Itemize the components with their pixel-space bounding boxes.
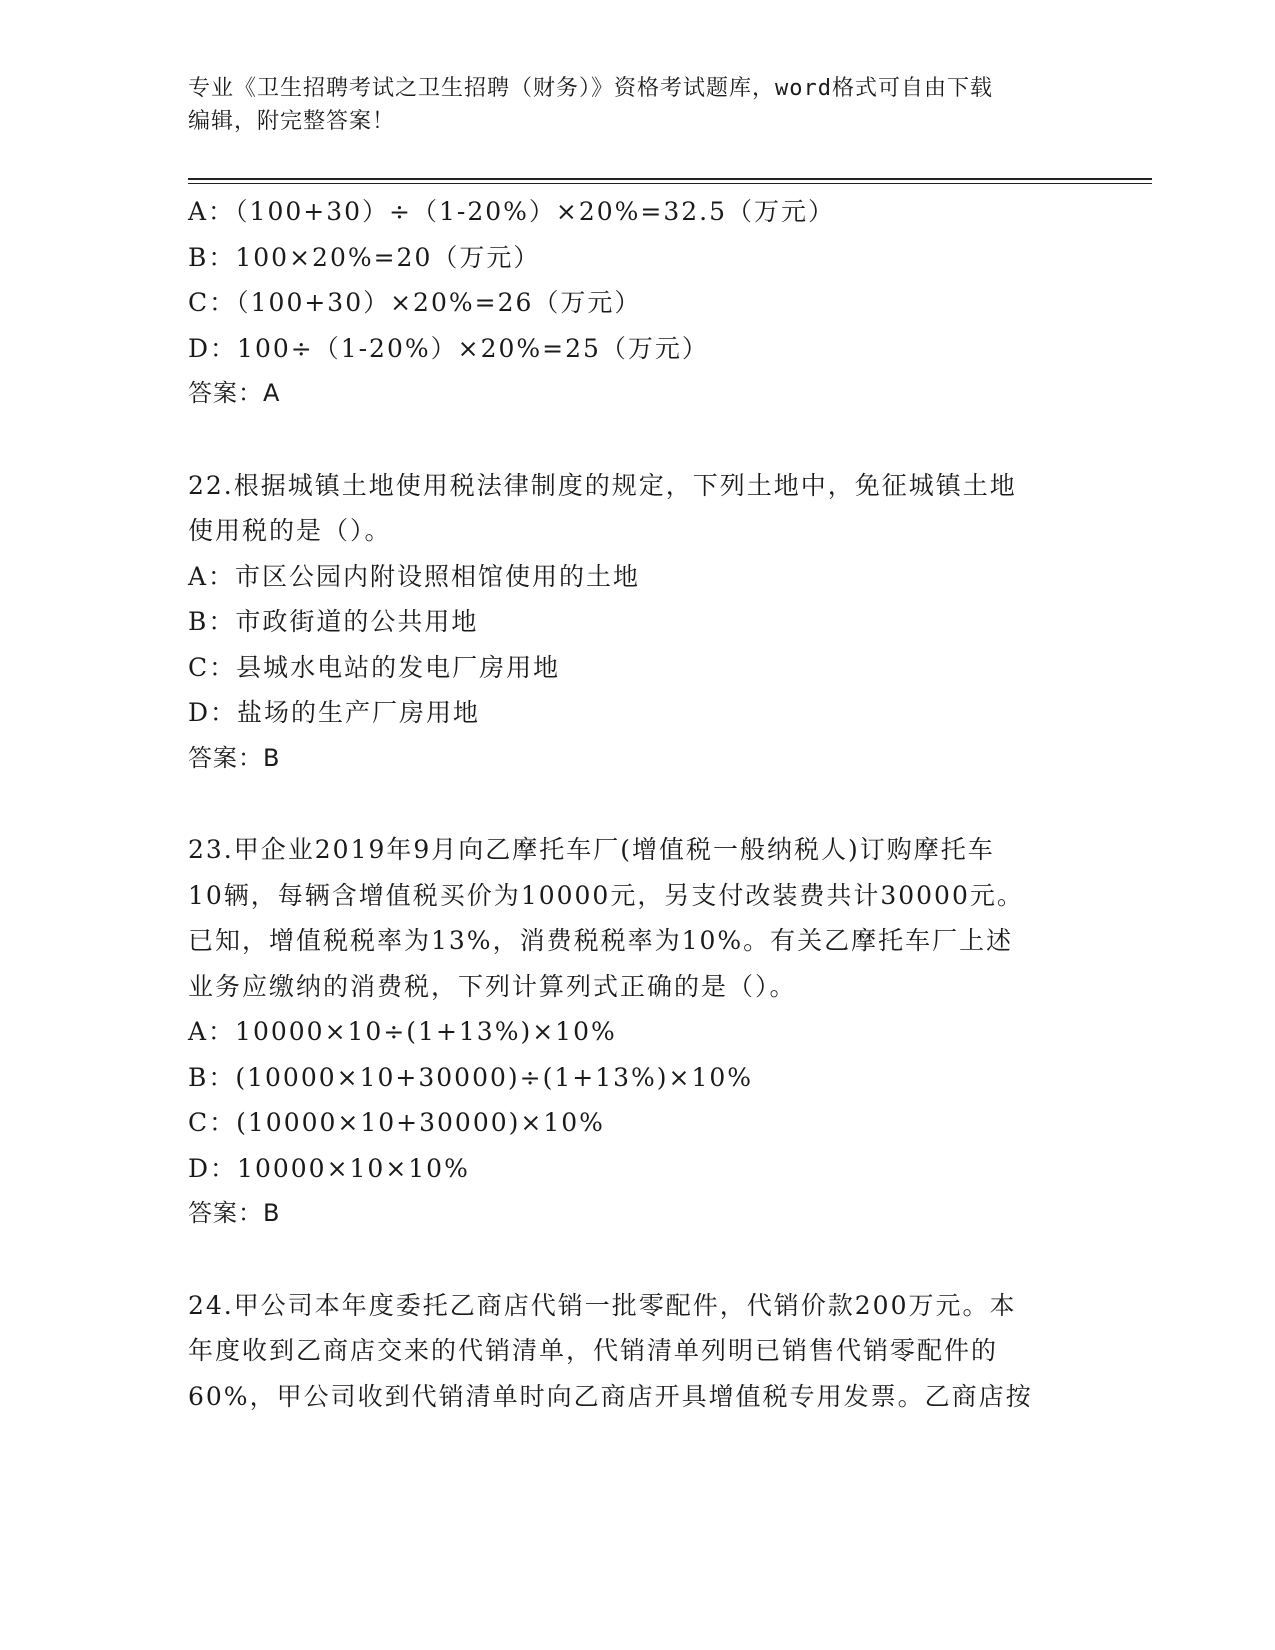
option-c: C：县城水电站的发电厂房用地 — [188, 652, 561, 682]
option-b: B：(10000×10+30000)÷(1+13%)×10% — [188, 1062, 754, 1092]
question-text-line: 22.根据城镇土地使用税法律制度的规定，下列土地中，免征城镇土地 — [188, 470, 1017, 500]
question-text-line: 60%，甲公司收到代销清单时向乙商店开具增值税专用发票。乙商店按 — [188, 1381, 1033, 1411]
option-d: D：100÷（1-20%）×20%=25（万元） — [188, 333, 709, 363]
option-c: C：(10000×10+30000)×10% — [188, 1108, 605, 1137]
question-text-line: 已知，增值税税率为13%，消费税税率为10%。有关乙摩托车厂上述 — [188, 926, 1014, 955]
question-24 — [188, 1283, 1078, 1420]
header-line-1: 专业《卫生招聘考试之卫生招聘（财务）》资格考试题库，word格式可自由下载 — [188, 76, 993, 101]
option-d: D：10000×10×10% — [188, 1153, 470, 1183]
question-text-line: 年度收到乙商店交来的代销清单，代销清单列明已销售代销零配件的 — [188, 1336, 999, 1365]
question-text-line: 使用税的是（）。 — [188, 516, 392, 545]
option-d: D：盐场的生产厂房用地 — [188, 698, 481, 727]
answer: 答案：B — [188, 743, 281, 772]
option-a: A：10000×10÷(1+13%)×10% — [188, 1017, 617, 1046]
option-a: A：市区公园内附设照相馆使用的土地 — [188, 561, 641, 591]
question-text-line: 23.甲企业2019年9月向乙摩托车厂(增值税一般纳税人)订购摩托车 — [188, 835, 995, 864]
spacer — [188, 1237, 1078, 1283]
document-header — [188, 72, 1068, 138]
option-b: B：市政街道的公共用地 — [188, 607, 479, 636]
header-line-2: 编辑，附完整答案！ — [188, 109, 396, 134]
option-b: B：100×20%=20（万元） — [188, 242, 541, 272]
option-a: A：（100+30）÷（1-20%）×20%=32.5（万元） — [188, 197, 836, 226]
question-text-line: 业务应缴纳的消费税，下列计算列式正确的是（）。 — [188, 971, 797, 1001]
question-text-line: 24.甲公司本年度委托乙商店代销一批零配件，代销价款200万元。本 — [188, 1290, 1017, 1320]
question-text-line: 10辆，每辆含增值税买价为10000元，另支付改装费共计30000元。 — [188, 880, 1024, 910]
header-rule-thin — [188, 183, 1152, 184]
document-body — [188, 189, 1078, 1419]
answer: 答案：B — [188, 1199, 281, 1227]
header-rule-thick — [188, 178, 1152, 180]
option-c: C：（100+30）×20%=26（万元） — [188, 288, 642, 317]
spacer — [188, 417, 1078, 463]
question-23 — [188, 827, 1078, 1237]
question-22 — [188, 463, 1078, 782]
answer: 答案：A — [188, 379, 281, 407]
spacer — [188, 781, 1078, 827]
question-21 — [188, 189, 1078, 417]
